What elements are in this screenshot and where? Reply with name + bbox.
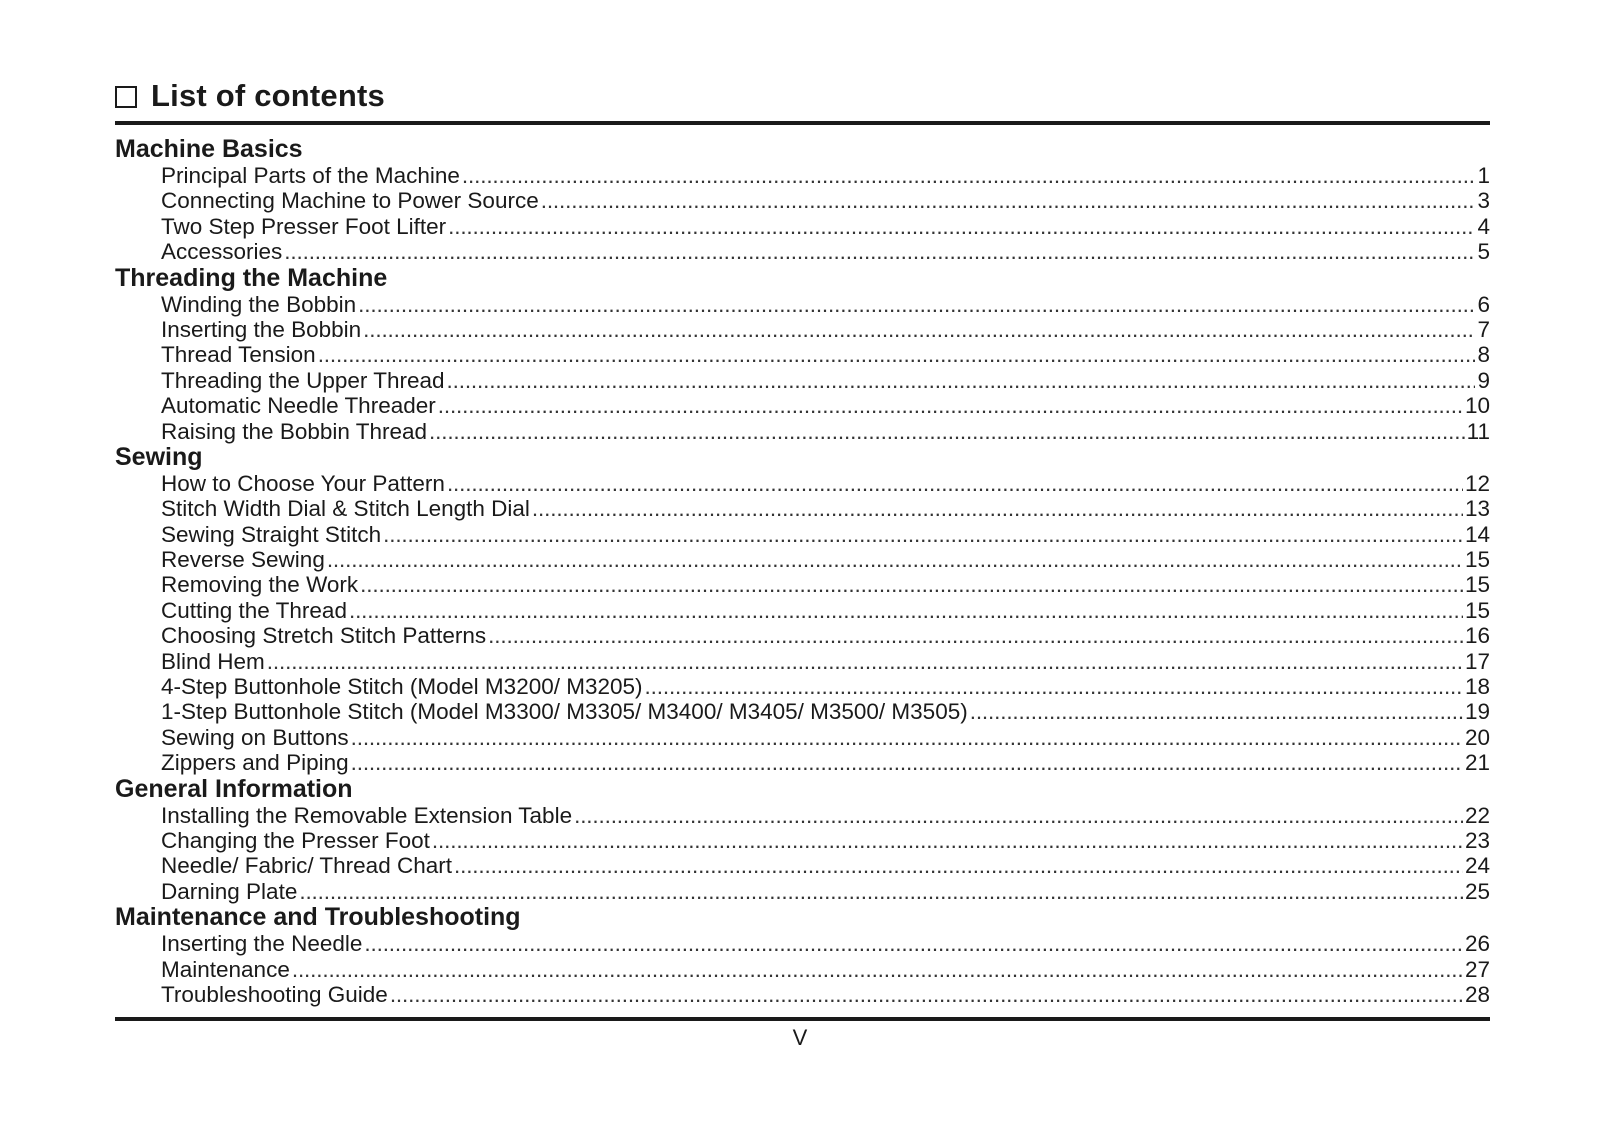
toc-entry-page: 22	[1464, 802, 1490, 828]
toc-entry-page: 27	[1464, 956, 1490, 982]
toc-entry-title: Blind Hem	[161, 648, 265, 674]
toc-entry[interactable]	[115, 496, 1490, 521]
toc-entry-page: 9	[1477, 367, 1490, 393]
toc-entry[interactable]	[115, 982, 1490, 1007]
toc-entry-title: Sewing on Buttons	[161, 724, 349, 750]
toc-entry[interactable]	[115, 292, 1490, 317]
dot-leader	[429, 419, 1465, 444]
dot-leader	[358, 292, 1475, 317]
dot-leader	[448, 214, 1475, 239]
toc-entry-title: Accessories	[161, 239, 283, 265]
dot-leader	[327, 547, 1463, 572]
toc-entry-title: Inserting the Bobbin	[161, 316, 362, 342]
section-heading: Maintenance and Troubleshooting	[115, 903, 521, 932]
toc-entry-title: Two Step Presser Foot Lifter	[161, 213, 447, 239]
toc-entry[interactable]	[115, 828, 1490, 853]
toc-entry-page: 15	[1464, 547, 1490, 573]
dot-leader	[292, 957, 1463, 982]
toc-entry[interactable]	[115, 214, 1490, 239]
dot-leader	[318, 342, 1476, 367]
dot-leader	[299, 879, 1463, 904]
dot-leader	[390, 982, 1463, 1007]
dot-leader	[645, 674, 1463, 699]
toc-entry-page: 16	[1464, 623, 1490, 649]
toc-entry[interactable]	[115, 522, 1490, 547]
toc-entry-title: Darning Plate	[161, 878, 298, 904]
toc-entry-page: 28	[1464, 981, 1490, 1007]
dot-leader	[447, 368, 1476, 393]
dot-leader	[360, 572, 1463, 597]
toc-entry-title: Winding the Bobbin	[161, 291, 357, 317]
toc-entry-title: Troubleshooting Guide	[161, 981, 388, 1007]
toc-entry-page: 17	[1464, 648, 1490, 674]
toc-entry-page: 14	[1464, 521, 1490, 547]
dot-leader	[532, 496, 1463, 521]
toc-entry-title: Principal Parts of the Machine	[161, 163, 460, 188]
toc-entry[interactable]	[115, 674, 1490, 699]
toc-entry[interactable]	[115, 750, 1490, 775]
toc-entry-page: 26	[1464, 931, 1490, 957]
toc-entry[interactable]	[115, 699, 1490, 724]
dot-leader	[541, 188, 1476, 213]
toc-entry-page: 6	[1477, 291, 1490, 317]
toc-entry-page: 15	[1464, 572, 1490, 598]
toc-entry[interactable]	[115, 623, 1490, 648]
bottom-divider	[115, 1017, 1490, 1021]
dot-leader	[454, 853, 1463, 878]
toc-entry-page: 24	[1464, 853, 1490, 879]
dot-leader	[364, 931, 1463, 956]
toc-entry[interactable]	[115, 649, 1490, 674]
toc-entry-title: Threading the Upper Thread	[161, 367, 445, 393]
toc-entry-page: 10	[1464, 393, 1490, 419]
dot-leader	[432, 828, 1463, 853]
toc-entry[interactable]	[115, 957, 1490, 982]
toc-entry-title: 4-Step Buttonhole Stitch (Model M3200/ M3205)	[161, 674, 643, 700]
toc-entry-page: 18	[1464, 674, 1490, 700]
dot-leader	[284, 239, 1475, 264]
dot-leader	[438, 393, 1463, 418]
toc-entry-title: Cutting the Thread	[161, 597, 347, 623]
toc-entry[interactable]	[115, 471, 1490, 496]
toc-entry-title: Sewing Straight Stitch	[161, 521, 382, 547]
toc-entry-title: Automatic Needle Threader	[161, 393, 436, 419]
toc-entry-title: Removing the Work	[161, 572, 359, 598]
toc-entry-title: Zippers and Piping	[161, 750, 349, 776]
toc-entry[interactable]	[115, 419, 1490, 444]
toc-entry[interactable]	[115, 572, 1490, 597]
toc-entry-page: 19	[1464, 699, 1490, 725]
toc-entry-page: 12	[1464, 470, 1490, 496]
toc-entry-page: 15	[1464, 597, 1490, 623]
dot-leader	[363, 317, 1475, 342]
top-divider	[115, 121, 1490, 125]
toc-entry-page: 3	[1477, 188, 1490, 214]
page-heading	[115, 74, 385, 118]
page-title: List of contents	[151, 78, 385, 113]
toc-entry-title: How to Choose Your Pattern	[161, 470, 445, 496]
toc-entry-title: Stitch Width Dial & Stitch Length Dial	[161, 496, 530, 522]
toc-entry-page: 4	[1477, 213, 1490, 239]
toc-entry-title: Changing the Presser Foot	[161, 827, 430, 853]
toc-entry-page: 20	[1464, 724, 1490, 750]
toc-entry-title: Needle/ Fabric/ Thread Chart	[161, 853, 452, 879]
toc-entry-page: 23	[1464, 827, 1490, 853]
toc-entry-title: Maintenance	[161, 956, 290, 982]
toc-entry[interactable]	[115, 317, 1490, 342]
toc-entry-title: Raising the Bobbin Thread	[161, 418, 428, 444]
dot-leader	[351, 725, 1463, 750]
toc-entry-title: Installing the Removable Extension Table	[161, 802, 573, 828]
dot-leader	[267, 649, 1463, 674]
toc-entry-title: Reverse Sewing	[161, 547, 325, 573]
dot-leader	[488, 623, 1463, 648]
dot-leader	[383, 522, 1463, 547]
toc-entry[interactable]	[115, 368, 1490, 393]
toc-entry[interactable]	[115, 342, 1490, 367]
toc-entry-page: 25	[1464, 878, 1490, 904]
toc-entry-title: Choosing Stretch Stitch Patterns	[161, 623, 487, 649]
dot-leader	[462, 163, 1476, 188]
toc-entry[interactable]	[115, 598, 1490, 623]
toc-entry[interactable]	[115, 879, 1490, 904]
toc-entry[interactable]	[115, 188, 1490, 213]
dot-leader	[970, 699, 1463, 724]
toc-entry-page: 13	[1464, 496, 1490, 522]
toc-entry-title: Connecting Machine to Power Source	[161, 188, 539, 214]
section-heading: Sewing	[115, 442, 203, 471]
toc-entry[interactable]	[115, 393, 1490, 418]
toc-entry-page: 21	[1464, 750, 1490, 776]
toc-entry[interactable]	[115, 547, 1490, 572]
section-heading: Machine Basics	[115, 135, 303, 163]
toc-entry-page: 1	[1477, 163, 1490, 188]
toc-entry[interactable]	[115, 725, 1490, 750]
toc-entry-page: 7	[1477, 316, 1490, 342]
table-of-contents	[115, 136, 1490, 1007]
toc-entry[interactable]	[115, 163, 1490, 188]
toc-entry[interactable]	[115, 853, 1490, 878]
toc-entry-page: 5	[1477, 239, 1490, 265]
toc-entry-title: Thread Tension	[161, 342, 316, 368]
dot-leader	[447, 471, 1463, 496]
toc-entry[interactable]	[115, 239, 1490, 264]
section-heading: General Information	[115, 774, 353, 803]
toc-entry-title: Inserting the Needle	[161, 931, 363, 957]
toc-entry[interactable]	[115, 803, 1490, 828]
dot-leader	[574, 803, 1463, 828]
dot-leader	[349, 598, 1463, 623]
toc-entry-page: 8	[1477, 342, 1490, 368]
dot-leader	[351, 750, 1463, 775]
toc-entry[interactable]	[115, 931, 1490, 956]
checkbox-square-icon	[115, 86, 137, 108]
page-number: V	[792, 1025, 808, 1050]
toc-entry-title: 1-Step Buttonhole Stitch (Model M3300/ M3305/ M3400/ M3405/ M3500/ M3505)	[161, 699, 968, 725]
section-heading: Threading the Machine	[115, 263, 388, 292]
toc-entry-page: 11	[1466, 418, 1490, 444]
